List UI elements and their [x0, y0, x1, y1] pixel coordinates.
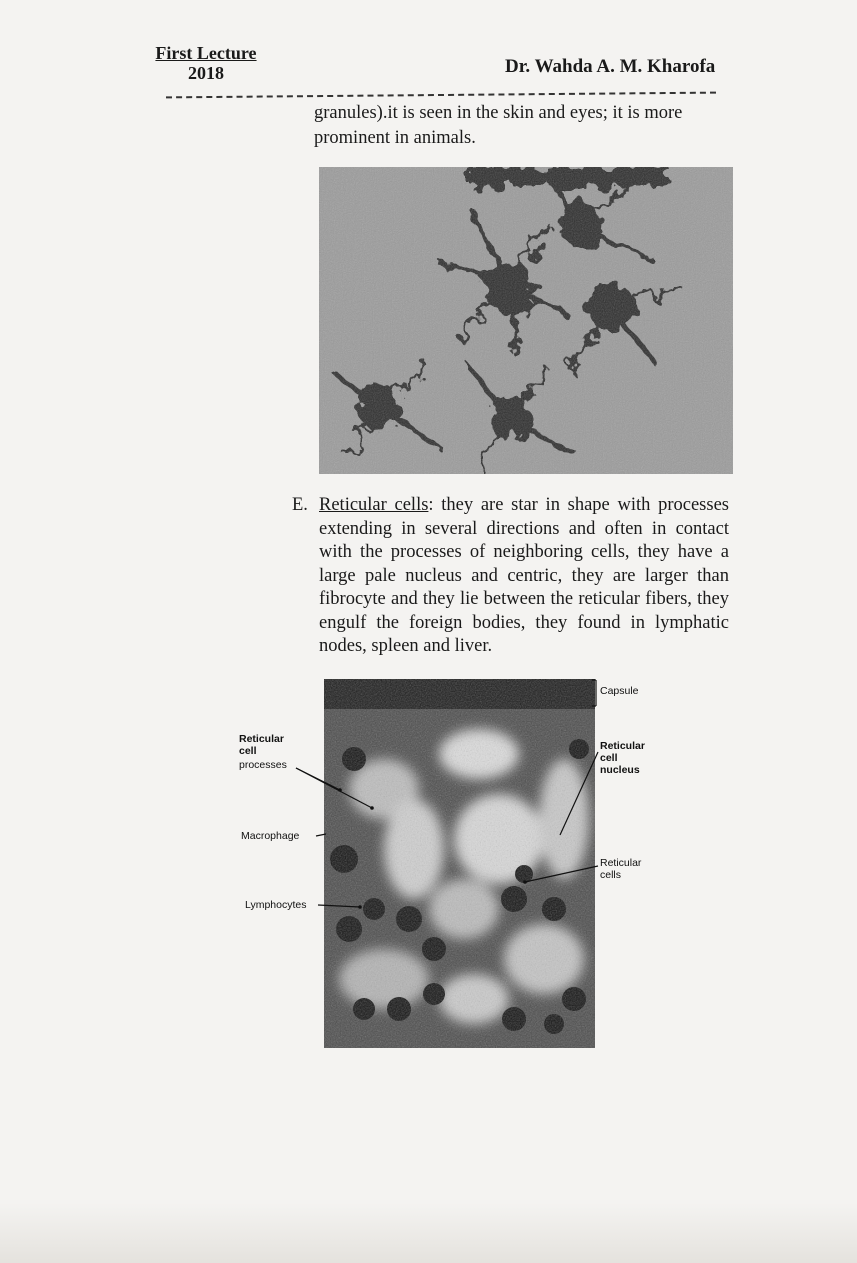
intro-line-2: prominent in animals.: [314, 128, 476, 148]
label-reticular-cell-processes: [239, 733, 284, 757]
label-line: nucleus: [600, 764, 640, 776]
label-reticular-cells: [600, 857, 641, 881]
melanocyte-micrograph: [319, 167, 733, 474]
reticular-cells-description: : they are star in shape with processes extending in several directions and often in contact with the processes of neighboring cells, they have a large pale nucleus and centric, they are larger than fibrocyte and they lie between the reticular fibers, they engulf the foreign bodies, they found in lymphatic nodes, spleen and liver.: [319, 495, 729, 656]
label-macrophage: Macrophage: [241, 830, 300, 842]
list-item-e: [292, 494, 729, 659]
label-line: Reticular: [239, 733, 284, 745]
label-processes: processes: [239, 759, 287, 771]
label-capsule: Capsule: [600, 685, 639, 697]
lecture-title: First Lecture: [155, 43, 257, 63]
label-reticular-cell-nucleus: [600, 740, 645, 776]
list-marker: E.: [292, 495, 308, 515]
item-e-text: [319, 494, 729, 659]
lecture-year: 2018: [188, 63, 224, 83]
melanocyte-micrograph-image: [319, 167, 733, 474]
reticular-tissue-micrograph: [324, 679, 595, 1048]
label-line: cell: [239, 745, 257, 757]
label-line: Reticular: [600, 857, 642, 869]
intro-line-1: granules).it is seen in the skin and eyes; it is more: [314, 103, 683, 123]
author-name: Dr. Wahda A. M. Kharofa: [505, 56, 716, 77]
header-divider: [166, 92, 716, 99]
label-lymphocytes: Lymphocytes: [245, 899, 307, 911]
lecture-header: [150, 43, 262, 83]
reticular-tissue-micrograph-image: [324, 679, 595, 1048]
label-line: Reticular: [600, 740, 645, 752]
label-line: cell: [600, 752, 618, 764]
intro-paragraph: [314, 101, 726, 151]
label-line: cells: [600, 869, 622, 881]
page-edge-shadow: [0, 1203, 857, 1263]
reticular-cells-term: Reticular cells: [319, 495, 429, 515]
